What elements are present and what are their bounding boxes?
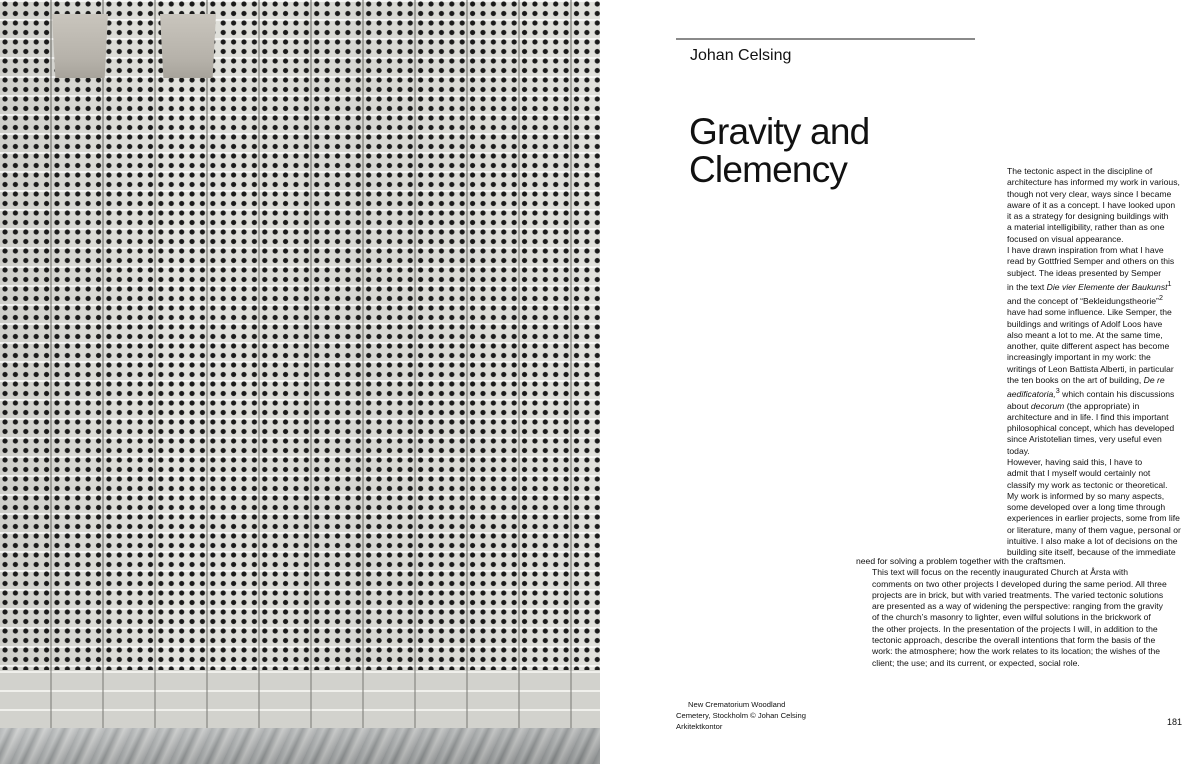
right-page [600,0,1200,764]
body-column-wide [856,556,1176,669]
text-line: admit that I myself would certainly not [1007,468,1151,479]
text-run: in the text [1007,281,1047,292]
text-line: tectonic approach, describe the overall intentions that form the basis of the [872,635,1156,646]
text-line: read by Gottfried Semper and others on this [1007,256,1175,267]
paragraph-1 [991,166,1191,245]
text-line: need for solving a problem together with the craftsmen. [856,556,1066,566]
wall-base-bricks [0,670,600,728]
text-line: experiences in earlier projects, some from life [1007,513,1180,524]
wall-lamp-right [160,14,216,78]
text-line: work: the atmosphere; how the work relates to its location; the wishes of the [872,646,1161,657]
text-line [991,293,1191,307]
book-title: Die vier Elemente der Baukunst [1046,281,1168,292]
text-line: it as a strategy for designing buildings with [1007,211,1169,222]
text-line: buildings and writings of Adolf Loos have [1007,318,1163,329]
text-line: have had some influence. Like Semper, the [1007,307,1172,318]
text-line: are presented as a way of widening the perspective: ranging from the gravity [872,601,1163,612]
text-line [991,279,1191,293]
text-line: The tectonic aspect in the discipline of [1007,166,1153,176]
text-line: I have drawn inspiration from what I have [1007,245,1164,256]
text-line: some developed over a long time through [1007,502,1166,513]
text-line: of the church’s masonry to lighter, even wilful solutions in the brickwork of [872,612,1151,623]
header-rule [676,38,975,40]
text-line: philosophical concept, which has developed [1007,423,1175,434]
article-title [689,113,869,189]
text-line: writings of Leon Battista Alberti, in particular [1007,363,1174,374]
text-run: which contain his discussions [1059,389,1175,400]
perforated-brick-wall [0,0,600,728]
paragraph-4 [856,567,1176,669]
text-line: also meant a lot to me. At the same time, [1007,329,1163,340]
text-line: or literature, many of them vague, personal or [1007,524,1181,535]
footnote-ref: 1 [1167,279,1172,288]
paragraph-2 [991,245,1191,457]
caption-line: Cemetery, Stockholm © Johan Celsing [676,711,806,720]
wall-lamp-left [52,14,108,78]
text-run: the ten books on the art of building, [1007,375,1144,386]
text-line: intuitive. I also make a lot of decisions on the [1007,536,1178,547]
marble-floor [0,728,600,764]
book-title: aedificatoria, [1007,389,1056,400]
text-line: focused on visual appearance. [1007,233,1124,244]
page-number: 181 [1166,717,1182,727]
book-title: De re [1143,375,1165,386]
text-line: building site itself, because of the immediate [1007,547,1176,558]
text-line: This text will focus on the recently inaugurated Church at Årsta with [872,567,1129,578]
text-line: classify my work as tectonic or theoretical. [1007,479,1168,490]
text-line: another, quite different aspect has become [1007,341,1170,352]
text-line [991,401,1191,412]
text-line: client; the use; and its current, or expected, social role. [872,657,1080,668]
text-run: (the appropriate) in [1064,400,1140,411]
text-line: the other projects. In the presentation of the projects I will, in addition to the [872,623,1158,634]
text-line: since Aristotelian times, very useful even [1007,434,1162,445]
text-line: aware of it as a concept. I have looked upon [1007,199,1176,210]
text-line: comments on two other projects I developed during the same period. All three [872,578,1167,589]
photo-caption [676,699,806,732]
text-run: and the concept of “Bekleidungstheorie” [1007,295,1159,306]
paragraph-3 [991,457,1191,559]
text-line: architecture has informed my work in various, [1007,177,1180,188]
text-line: subject. The ideas presented by Semper [1007,267,1162,278]
text-line: a material intelligibility, rather than as one [1007,222,1165,233]
paragraph-3-continued [856,556,1176,567]
text-line: However, having said this, I have to [1007,457,1143,467]
text-line: projects are in brick, but with varied treatments. The varied tectonic solutions [872,589,1164,600]
emphasis: decorum [1030,400,1065,411]
body-column-narrow [991,166,1191,559]
text-line: today. [1007,445,1030,456]
text-line: My work is informed by so many aspects, [1007,490,1165,501]
text-line: increasingly important in my work: the [1007,352,1151,363]
title-line-2: Clemency [689,149,848,190]
caption-line: New Crematorium Woodland [688,700,786,709]
text-line [991,386,1191,400]
text-line: though not very clear, ways since I became [1007,188,1172,199]
text-line: architecture and in life. I find this important [1007,411,1169,422]
footnote-ref: 3 [1055,387,1060,396]
title-line-1: Gravity and [689,111,870,152]
text-line [991,375,1191,386]
text-run: about [1007,400,1031,411]
caption-line: Arkitektkontor [676,722,723,731]
footnote-ref: 2 [1158,294,1163,303]
author-name: Johan Celsing [690,47,792,64]
